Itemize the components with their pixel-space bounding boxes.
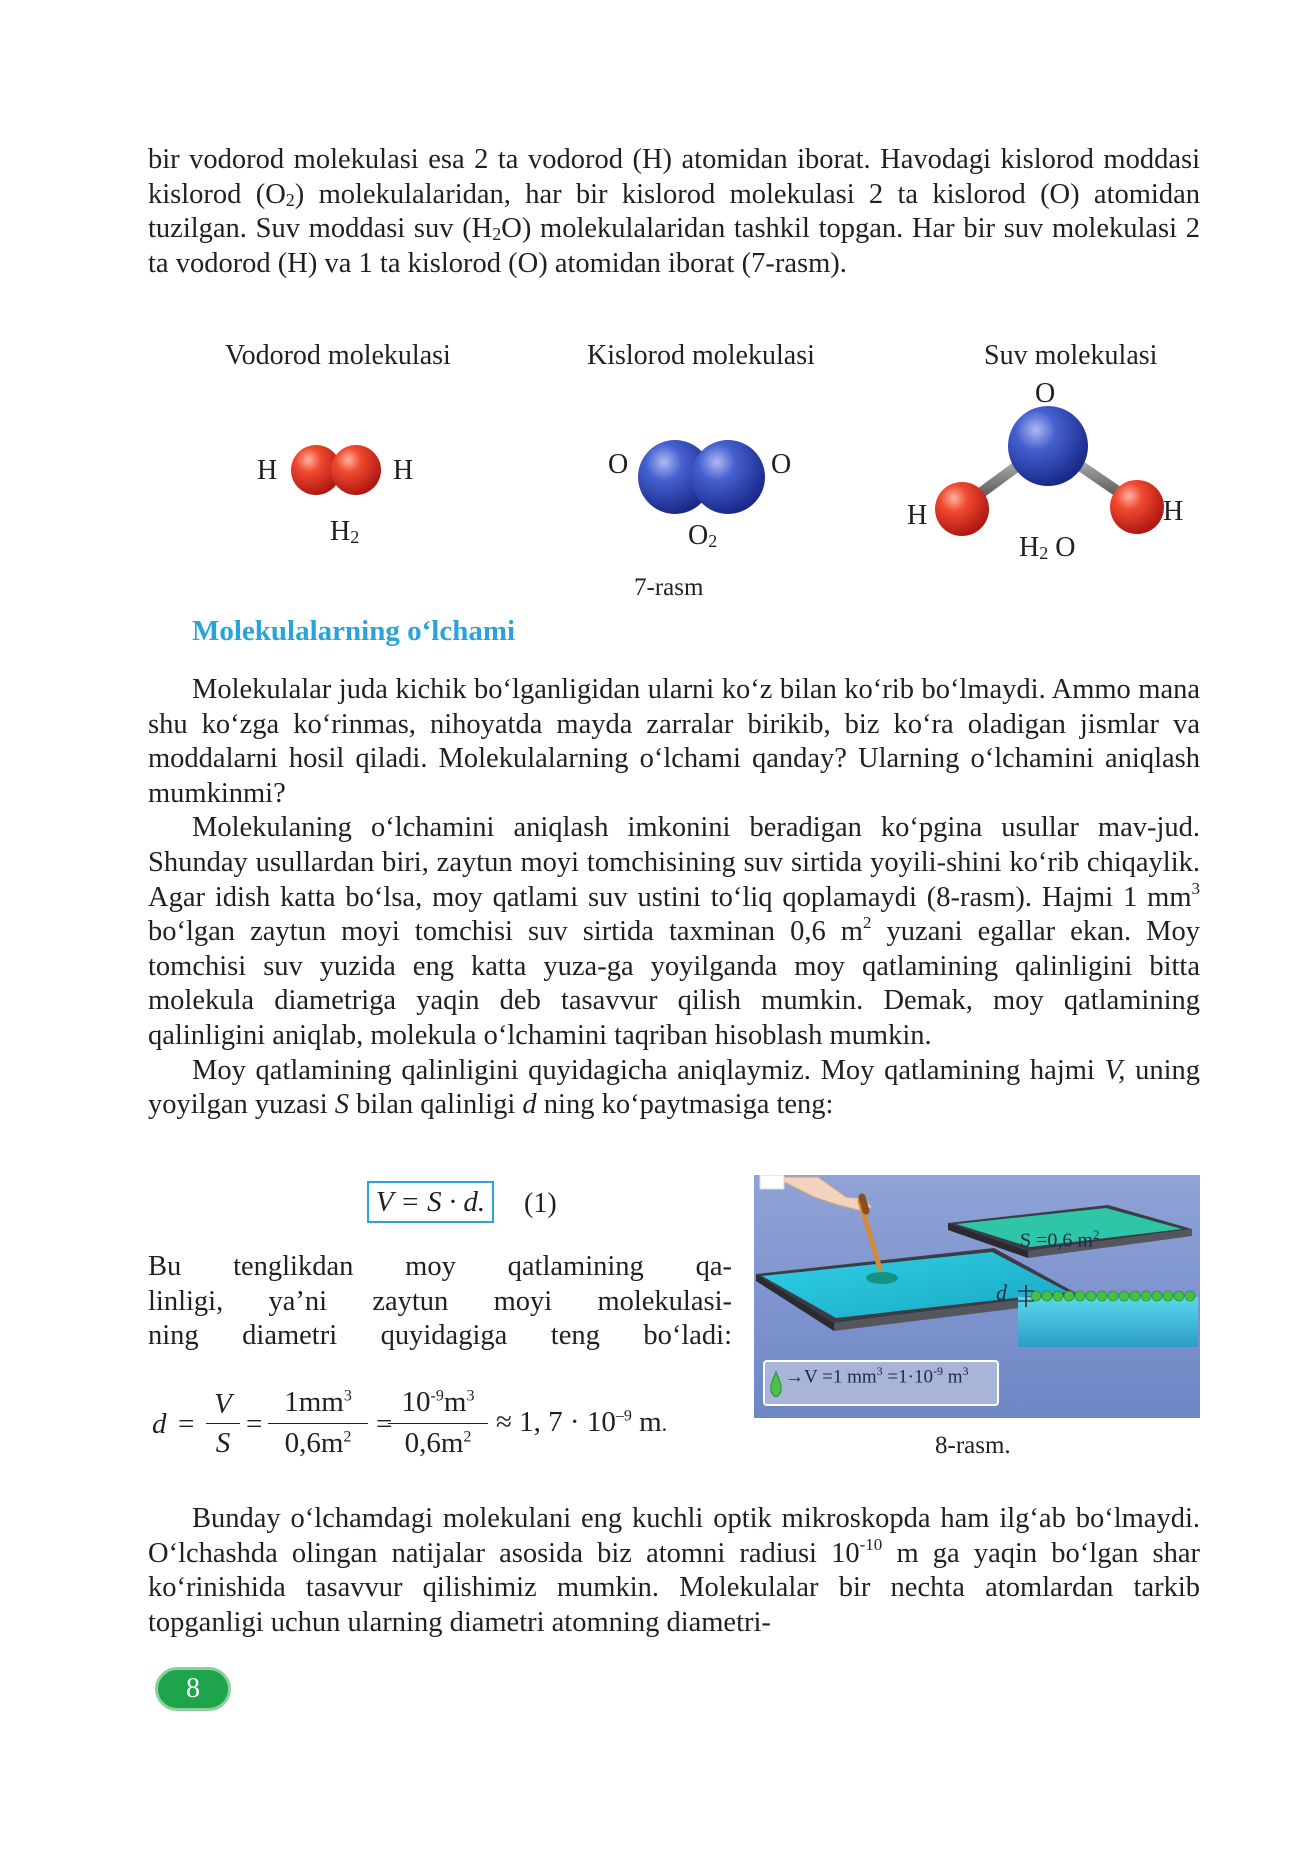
fraction-bar-3 <box>388 1423 488 1424</box>
h2o-atom-label-h-right: H <box>1163 496 1184 527</box>
oil-molecules <box>1031 1291 1195 1301</box>
formula-2-eq-3: = <box>376 1408 393 1440</box>
hydrogen-atom-right <box>1110 480 1164 534</box>
o2-formula <box>688 520 717 552</box>
intro-sub-1: 2 <box>285 189 295 210</box>
o2-formula-sub: 2 <box>708 531 718 551</box>
d2-text: 0,6m <box>404 1427 464 1459</box>
paragraph-4-a: Moy qatlamining qalinligini quyidagicha aniqlaymiz. Moy qatlamining hajmi <box>192 1054 1105 1086</box>
oil-spot <box>866 1272 898 1284</box>
cross-section <box>1018 1285 1198 1347</box>
volume-label-b: =1·10 <box>882 1366 933 1388</box>
intro-sub-2: 2 <box>492 224 502 245</box>
n1-text: 1mm <box>284 1386 344 1418</box>
intro-text-c: O) molekulalaridan tashkil topgan. Har bir suv molekulasi 2 ta vodorod (H) va 1 ta kislorod (O) atomidan iborat (7-rasm). <box>148 213 1200 279</box>
formula-2-eq-1: = <box>178 1408 195 1440</box>
n2-sup: -9 <box>430 1387 444 1405</box>
page-number-badge: 8 <box>155 1667 231 1711</box>
formula-2-denominator-2 <box>388 1427 488 1460</box>
intro-text-b: ) molekulalaridan, har bir kislorod molekulasi 2 ta kislorod (O) atomidan tuzilgan. Suv moddasi suv (H <box>148 178 1200 245</box>
oxygen-molecule-title: Kislorod molekulasi <box>587 340 815 371</box>
o2-atom-label-left: O <box>608 449 629 480</box>
h2-atom-label-right: H <box>393 455 414 486</box>
n2-text: 10 <box>401 1386 431 1418</box>
oxygen-molecule-model <box>638 440 765 514</box>
fraction-bar-1 <box>206 1423 240 1424</box>
volume-sup-3: 3 <box>962 1364 969 1378</box>
oxygen-atom-center <box>1008 406 1088 486</box>
water-molecule-title: Suv molekulasi <box>984 340 1158 371</box>
formula-2-numerator-1 <box>268 1386 368 1419</box>
volume-sup-2: -9 <box>932 1364 943 1378</box>
thickness-label: d <box>996 1280 1007 1305</box>
var-s: S <box>334 1089 350 1121</box>
var-d: d <box>522 1089 537 1121</box>
oxygen-atom-right <box>691 440 765 514</box>
h2o-atom-label-o: O <box>1035 378 1056 409</box>
conclusion-paragraph <box>148 1502 1200 1640</box>
o2-atom-label-right: O <box>771 449 792 480</box>
paragraph-3-a: Molekulaning o‘lchamini aniqlash imkonini beradigan ko‘pgina usullar mav-jud. Shunday usullardan biri, zaytun moyi tomchisining suv sirtida yoyili-shini ko‘rib chiqaylik. Agar idish katta bo‘lsa, moy qatlami suv ustini to‘liq qoplamaydi (8-rasm). Hajmi 1 mm <box>148 812 1200 913</box>
conclusion-text-b: m ga yaqin bo‘lgan shar ko‘rinishida tasavvur qilishimiz mumkin. Molekulalar bir nechta atomlardan tarkib topganligi uchun ularning diametri atomning diametri- <box>148 1537 1200 1638</box>
side-text-line-2: linligi, ya’ni zaytun moyi molekulasi- <box>148 1285 732 1317</box>
d1-sup: 2 <box>343 1428 352 1446</box>
h2-atom-label-left: H <box>257 455 278 486</box>
formula-2-eq-2: = <box>246 1408 263 1440</box>
water-molecule-model <box>935 406 1164 536</box>
result-end: . <box>661 1411 668 1436</box>
volume-sup-1: 3 <box>876 1364 883 1378</box>
formula-1-number: (1) <box>524 1188 557 1219</box>
area-label-text: S =0,6 m <box>1020 1229 1093 1252</box>
hydrogen-atom-right <box>331 445 381 495</box>
h2-formula-base: H <box>330 516 351 547</box>
intro-text-a: bir vodorod molekulasi esa 2 ta vodorod (H) atomidan iborat. Havodagi kislorod moddasi kislorod (O <box>148 144 1200 210</box>
paragraph-4-b: uning yoyilgan yuzasi <box>148 1054 1201 1121</box>
h2o-formula-o: O <box>1048 532 1076 563</box>
h2-formula <box>330 516 359 548</box>
formula-2-v: V <box>214 1388 232 1420</box>
volume-label <box>785 1364 968 1388</box>
hydrogen-atom-left <box>935 482 989 536</box>
body-paragraphs <box>148 673 1200 1123</box>
d2-sup: 2 <box>463 1428 472 1446</box>
paragraph-4 <box>148 1054 1200 1123</box>
figure-7-caption: 7-rasm <box>634 574 704 601</box>
h2o-formula-h: H <box>1019 532 1040 563</box>
section-heading: Molekulalarning o‘lchami <box>192 615 516 647</box>
formula-2-numerator-2 <box>388 1386 488 1419</box>
result-text: ≈ 1, 7 · 10 <box>496 1406 616 1438</box>
side-text-line-3: ning diametri quyidagiga teng bo‘ladi: <box>148 1320 732 1352</box>
side-text-line-1: Bu tenglikdan moy qatlamining qa- <box>148 1251 732 1282</box>
h2o-atom-label-h-left: H <box>907 500 928 531</box>
volume-label-a: →V =1 mm <box>785 1366 877 1388</box>
figure-8-caption: 8-rasm. <box>935 1432 1011 1459</box>
paragraph-4-e: ning ko‘paytmasiga teng: <box>536 1089 834 1121</box>
hydrogen-molecule-model <box>291 445 381 495</box>
paragraph-4-c: bilan qalinligi <box>349 1089 523 1121</box>
h2o-formula <box>1019 532 1075 564</box>
hydrogen-molecule-title: Vodorod molekulasi <box>225 340 451 371</box>
formula-2-denominator-1 <box>268 1427 368 1460</box>
n1-sup: 3 <box>343 1387 352 1405</box>
formula-2-s: S <box>215 1427 231 1459</box>
d1-text: 0,6m <box>284 1427 344 1459</box>
h2o-formula-sub: 2 <box>1039 543 1049 563</box>
fraction-bar-2 <box>268 1423 368 1424</box>
result-unit: m <box>631 1406 662 1438</box>
side-text <box>148 1250 732 1354</box>
paragraph-3-sup-1: 3 <box>1191 878 1200 898</box>
volume-label-c: m <box>942 1366 963 1388</box>
conclusion-text-a: Bunday o‘lchamdagi molekulani eng kuchli optik mikroskopda ham ilg‘ab bo‘lmaydi. O‘lchashda olingan natijalar asosida biz atomni radiusi 10 <box>148 1503 1200 1569</box>
paragraph-3-c: yuzani egallar ekan. Moy tomchisi suv yuzida eng katta yuza-ga yoyilganda moy qatlamining qalinligini bitta molekula diametriga yaqin deb tasavvur qilish mumkin. Demak, moy qatlamining qalinligini aniqlab, molekula o‘lchamini taqriban hisoblash mumkin. <box>148 916 1201 1051</box>
formula-2 <box>150 1378 670 1468</box>
formula-2-result <box>496 1406 667 1439</box>
paragraph-2: Molekulalar juda kichik bo‘lganligidan ularni ko‘z bilan ko‘rib bo‘lmaydi. Ammo mana shu ko‘zga ko‘rinmas, nihoyatda mayda zarralar birikib, biz ko‘ra oladigan jismlar va moddalarni hosil qiladi. Molekulalarning o‘lchami qanday? Ularning o‘lchamini aniqlash mumkinmi? <box>148 674 1200 809</box>
paragraph-3 <box>148 811 1200 1053</box>
molecule-figure <box>0 0 1300 620</box>
result-sup: –9 <box>615 1407 632 1425</box>
n2-unit-sup: 3 <box>466 1387 475 1405</box>
paragraph-3-b: bo‘lgan zaytun moyi tomchisi suv sirtida taxminan 0,6 m <box>148 916 863 948</box>
formula-1-box: V = S · d. <box>367 1181 494 1223</box>
paragraph-3-sup-2: 2 <box>862 913 872 933</box>
n2-unit: m <box>443 1386 467 1418</box>
formula-2-d: d <box>152 1408 167 1440</box>
h2-formula-sub: 2 <box>350 527 360 547</box>
var-v: V, <box>1104 1054 1126 1086</box>
area-label <box>1020 1227 1099 1253</box>
conclusion-sup: -10 <box>859 1534 883 1554</box>
area-label-sup: 2 <box>1092 1227 1100 1242</box>
o2-formula-base: O <box>688 520 709 551</box>
